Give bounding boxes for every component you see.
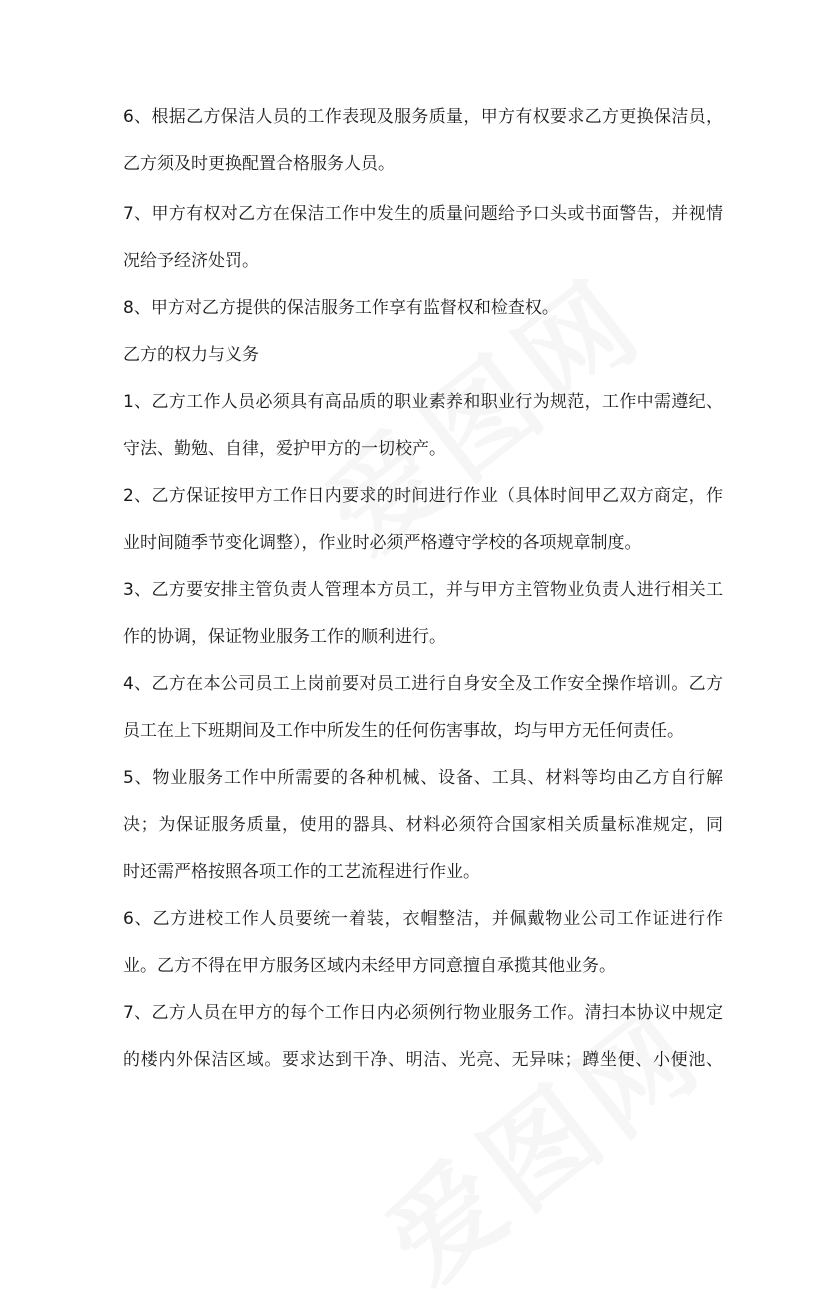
paragraph-line: 时还需严格按照各项工作的工艺流程进行作业。 <box>123 862 480 882</box>
paragraph-line: 4、乙方在本公司员工上岗前要对员工进行自身安全及工作安全操作培训。乙方 <box>123 674 723 694</box>
paragraph-line: 3、乙方要安排主管负责人管理本方员工，并与甲方主管物业负责人进行相关工 <box>123 580 723 600</box>
paragraph-line: 2、乙方保证按甲方工作日内要求的时间进行作业（具体时间甲乙双方商定，作 <box>123 486 723 506</box>
paragraph-line: 1、乙方工作人员必须具有高品质的职业素养和职业行为规范，工作中需遵纪、 <box>123 392 723 412</box>
paragraph-line: 况给予经济处罚。 <box>123 251 259 271</box>
paragraph-line: 的楼内外保洁区域。要求达到干净、明洁、光亮、无异味；蹲坐便、小便池、 <box>123 1050 723 1070</box>
paragraph-line: 6、根据乙方保洁人员的工作表现及服务质量，甲方有权要求乙方更换保洁员， <box>123 107 723 127</box>
paragraph-line: 守法、勤勉、自律，爱护甲方的一切校产。 <box>123 439 446 459</box>
paragraph-line: 5、物业服务工作中所需要的各种机械、设备、工具、材料等均由乙方自行解 <box>123 768 723 788</box>
section-heading: 乙方的权力与义务 <box>123 345 259 365</box>
paragraph-line: 8、甲方对乙方提供的保洁服务工作享有监督权和检查权。 <box>123 298 559 318</box>
paragraph-line: 决；为保证服务质量，使用的器具、材料必须符合国家相关质量标准规定，同 <box>123 815 723 835</box>
paragraph-line: 业。乙方不得在甲方服务区域内未经甲方同意擅自承揽其他业务。 <box>123 956 616 976</box>
paragraph-line: 乙方须及时更换配置合格服务人员。 <box>123 154 395 174</box>
paragraph-line: 作的协调，保证物业服务工作的顺利进行。 <box>123 627 446 647</box>
paragraph-line: 6、乙方进校工作人员要统一着装，衣帽整洁，并佩戴物业公司工作证进行作 <box>123 909 723 929</box>
paragraph-line: 7、甲方有权对乙方在保洁工作中发生的质量问题给予口头或书面警告，并视情 <box>123 204 723 224</box>
paragraph-line: 7、乙方人员在甲方的每个工作日内必须例行物业服务工作。清扫本协议中规定 <box>123 1003 723 1023</box>
paragraph-line: 员工在上下班期间及工作中所发生的任何伤害事故，均与甲方无任何责任。 <box>123 721 684 741</box>
paragraph-line: 业时间随季节变化调整），作业时必须严格遵守学校的各项规章制度。 <box>123 533 642 553</box>
